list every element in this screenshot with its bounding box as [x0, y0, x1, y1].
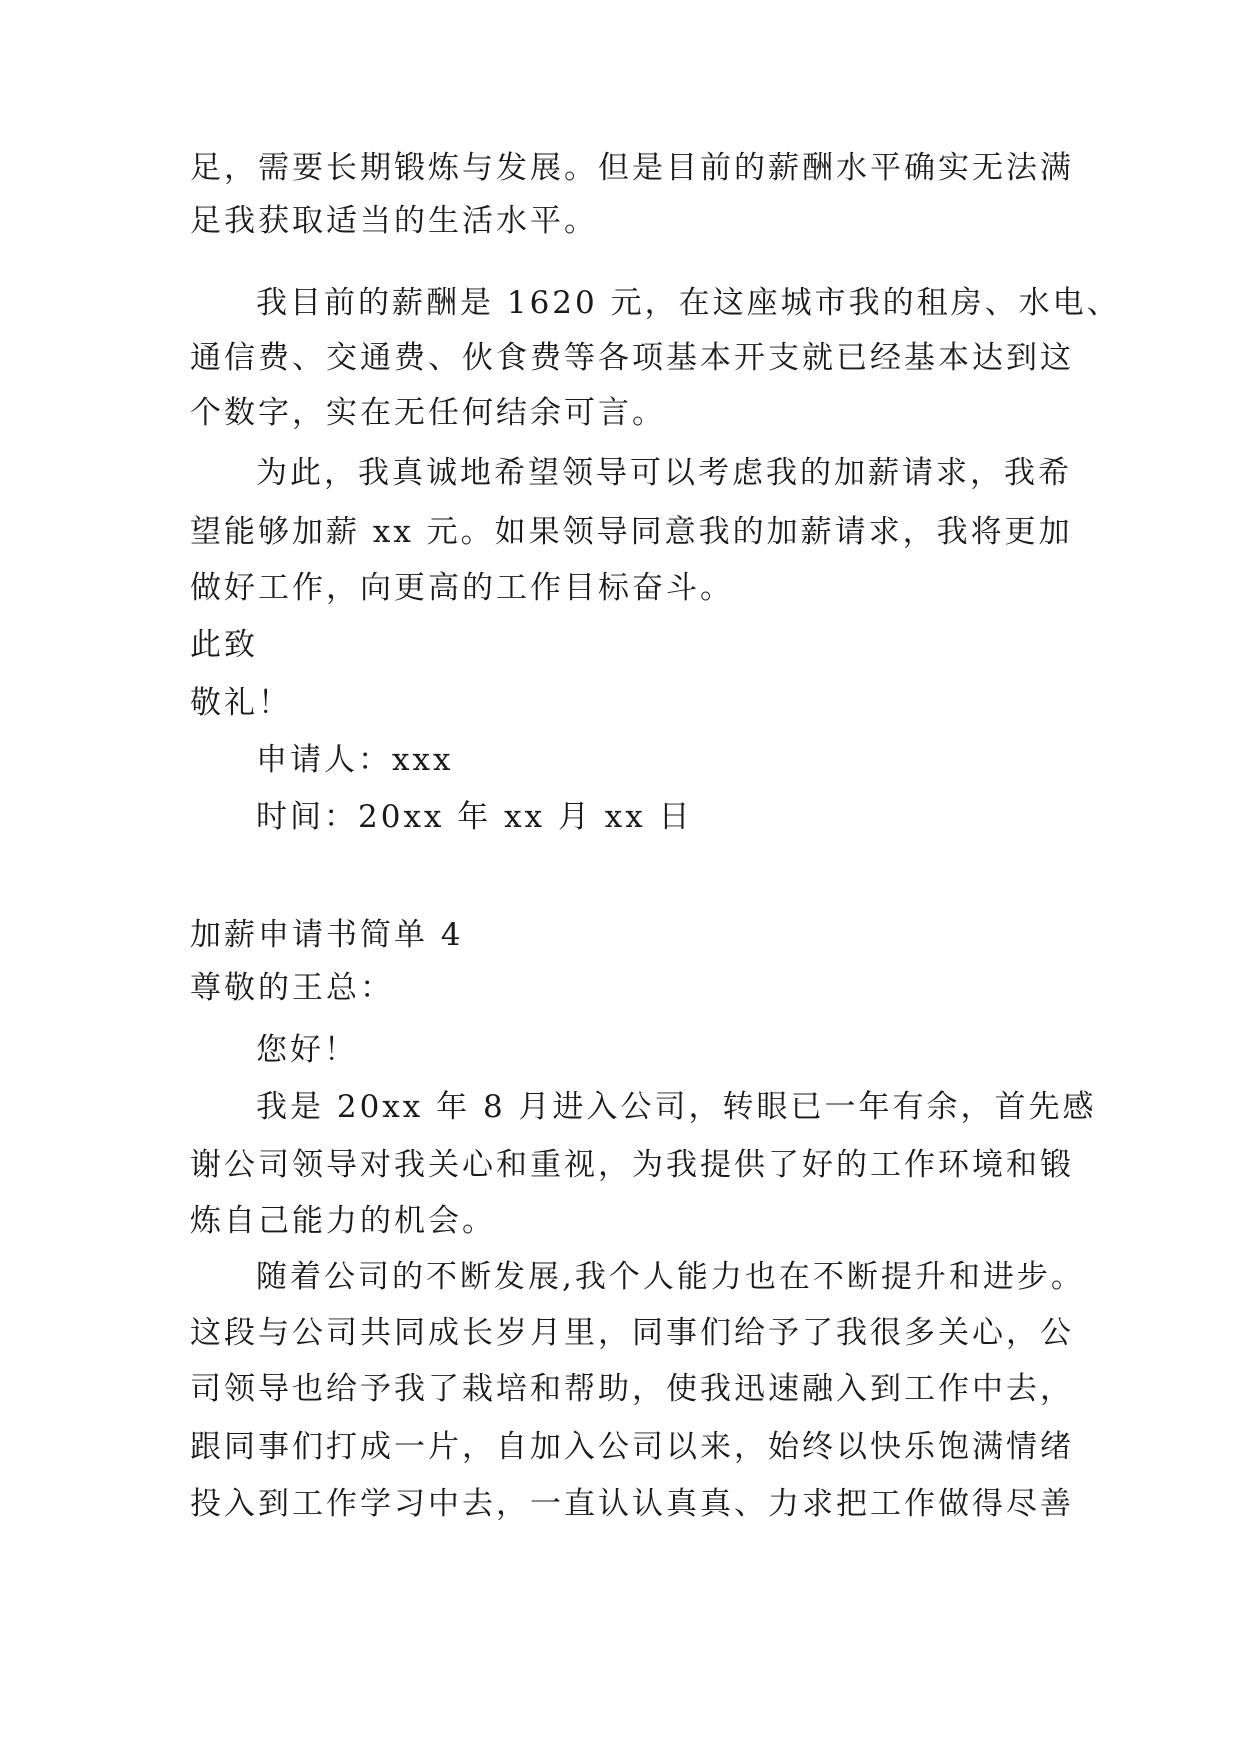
paragraph-line: 跟同事们打成一片，自加入公司以来，始终以快乐饱满情绪 [190, 1429, 1074, 1465]
closing-text: 此致 [190, 627, 258, 663]
paragraph-line: 通信费、交通费、伙食费等各项基本开支就已经基本达到这 [190, 340, 1074, 376]
paragraph-line: 谢公司领导对我关心和重视，为我提供了好的工作环境和锻 [190, 1147, 1074, 1183]
paragraph-line: 个数字，实在无任何结余可言。 [190, 395, 666, 431]
paragraph-line: 做好工作，向更高的工作目标奋斗。 [190, 570, 734, 606]
paragraph-line: 投入到工作学习中去，一直认认真真、力求把工作做得尽善 [190, 1486, 1074, 1522]
paragraph-line: 望能够加薪 xx 元。如果领导同意我的加薪请求，我将更加 [190, 514, 1073, 550]
recipient-line: 尊敬的王总： [190, 970, 394, 1006]
paragraph-line: 为此，我真诚地希望领导可以考虑我的加薪请求，我希 [256, 455, 1072, 491]
section-title: 加薪申请书简单 4 [190, 917, 464, 953]
paragraph-line: 司领导也给予我了栽培和帮助，使我迅速融入到工作中去， [190, 1371, 1074, 1407]
salute-text: 敬礼！ [190, 685, 292, 721]
date-line: 时间：20xx 年 xx 月 xx 日 [256, 799, 693, 835]
paragraph-line: 随着公司的不断发展,我个人能力也在不断提升和进步。 [256, 1259, 1085, 1295]
paragraph-line: 我目前的薪酬是 1620 元，在这座城市我的租房、水电、 [256, 285, 1121, 321]
greeting-line: 您好！ [256, 1032, 358, 1068]
paragraph-line: 足我获取适当的生活水平。 [190, 203, 598, 239]
applicant-line: 申请人：xxx [256, 742, 454, 778]
paragraph-line: 足，需要长期锻炼与发展。但是目前的薪酬水平确实无法满 [190, 150, 1074, 186]
paragraph-line: 我是 20xx 年 8 月进入公司，转眼已一年有余，首先感 [256, 1089, 1097, 1125]
paragraph-line: 炼自己能力的机会。 [190, 1203, 496, 1239]
paragraph-line: 这段与公司共同成长岁月里，同事们给予了我很多关心，公 [190, 1315, 1074, 1351]
